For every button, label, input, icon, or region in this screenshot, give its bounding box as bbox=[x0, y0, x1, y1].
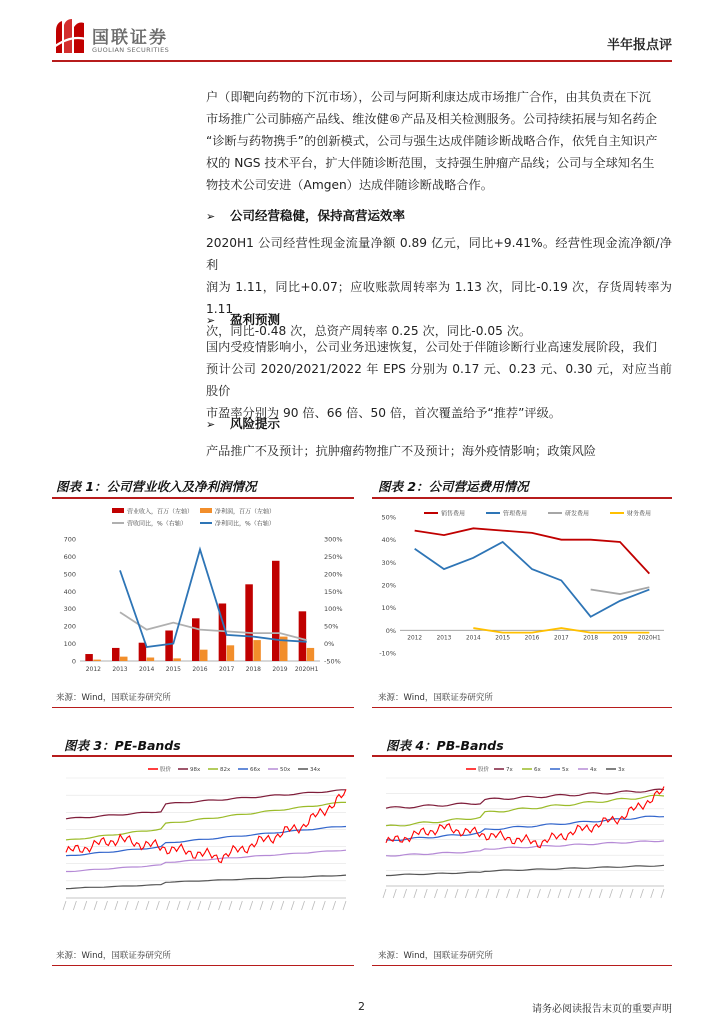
x-tick-label: 2016 bbox=[192, 666, 208, 673]
x-tick-label: 2018 bbox=[583, 635, 599, 642]
bar bbox=[253, 640, 260, 661]
legend-label: 股价 bbox=[160, 767, 172, 774]
x-tick-mark bbox=[527, 889, 530, 898]
page-number: 2 bbox=[358, 1000, 365, 1013]
legend-label: 营业收入，百万（左轴） bbox=[127, 508, 194, 516]
bar bbox=[173, 658, 181, 661]
legend-label: 66x bbox=[250, 767, 261, 774]
x-tick-mark bbox=[208, 901, 211, 910]
x-tick-mark bbox=[424, 889, 427, 898]
y-right-tick-label: 150% bbox=[324, 587, 343, 596]
x-tick-mark bbox=[404, 889, 407, 898]
text-line: 润为 1.11，同比+0.07；应收账款周转率为 1.13 次，同比-0.19 次，存货周转率为 1.11 bbox=[206, 280, 672, 316]
x-tick-mark bbox=[589, 889, 592, 898]
x-tick-mark bbox=[84, 901, 87, 910]
x-tick-mark bbox=[610, 889, 613, 898]
figure-4-source: 来源：Wind，国联证券研究所 bbox=[378, 951, 493, 961]
x-tick-mark bbox=[465, 889, 468, 898]
paragraph-forecast bbox=[206, 336, 672, 424]
x-tick-mark bbox=[548, 889, 551, 898]
legend-label: 净利润，百万（左轴） bbox=[215, 508, 276, 516]
x-tick-mark bbox=[455, 889, 458, 898]
x-tick-mark bbox=[177, 901, 180, 910]
y-left-tick-label: 100 bbox=[63, 640, 76, 649]
figure-1-bottom-rule bbox=[52, 707, 354, 708]
legend-label: 3x bbox=[618, 767, 625, 774]
x-tick-mark bbox=[146, 901, 149, 910]
x-tick-mark bbox=[229, 901, 232, 910]
bar bbox=[165, 631, 173, 662]
x-tick-mark bbox=[187, 901, 190, 910]
x-tick-mark bbox=[94, 901, 97, 910]
x-tick-mark bbox=[156, 901, 159, 910]
x-tick-label: 2017 bbox=[553, 635, 569, 642]
figure-3-bottom-rule bbox=[52, 965, 354, 966]
x-tick-label: 2018 bbox=[245, 666, 261, 673]
section-heading-operations bbox=[206, 206, 405, 224]
band-line bbox=[66, 850, 346, 871]
x-tick-label: 2013 bbox=[436, 635, 452, 642]
section-title: 盈利预测 bbox=[230, 312, 281, 327]
x-tick-mark bbox=[579, 889, 582, 898]
header-divider bbox=[52, 60, 672, 62]
x-tick-label: 2017 bbox=[219, 666, 235, 673]
y-right-tick-label: 250% bbox=[324, 552, 343, 561]
y-left-tick-label: 0 bbox=[71, 657, 76, 666]
band-line bbox=[386, 841, 664, 856]
x-tick-mark bbox=[73, 901, 76, 910]
pb-bands-chart bbox=[372, 760, 672, 938]
x-tick-mark bbox=[291, 901, 294, 910]
series-line bbox=[415, 542, 650, 617]
paragraph-risks bbox=[206, 440, 672, 462]
bar bbox=[85, 654, 93, 661]
x-tick-mark bbox=[322, 901, 325, 910]
band-line bbox=[66, 790, 346, 819]
legend-label: 股价 bbox=[478, 767, 490, 774]
section-heading-forecast bbox=[206, 310, 280, 328]
report-type: 半年报点评 bbox=[606, 38, 672, 53]
y-left-tick-label: 300 bbox=[63, 605, 76, 614]
y-right-tick-label: -50% bbox=[324, 657, 341, 666]
x-tick-mark bbox=[445, 889, 448, 898]
y-right-tick-label: 0% bbox=[324, 640, 335, 649]
x-tick-mark bbox=[312, 901, 315, 910]
x-tick-mark bbox=[333, 901, 336, 910]
x-tick-label: 2014 bbox=[465, 635, 481, 642]
x-tick-mark bbox=[219, 901, 222, 910]
y-tick-label: 20% bbox=[381, 581, 396, 590]
figure-2-title: 图表 2：公司营运费用情况 bbox=[378, 479, 529, 494]
y-tick-label: 0% bbox=[385, 626, 396, 635]
legend-label: 研发费用 bbox=[565, 510, 590, 518]
bullet-arrow-icon: ➢ bbox=[206, 210, 216, 223]
y-tick-label: 40% bbox=[381, 536, 396, 545]
x-tick-mark bbox=[343, 901, 346, 910]
figure-2-bottom-rule bbox=[372, 707, 672, 708]
figure-4-bottom-rule bbox=[372, 965, 672, 966]
section-title: 风险提示 bbox=[230, 416, 281, 431]
x-tick-label: 2019 bbox=[272, 666, 288, 673]
y-tick-label: 50% bbox=[381, 513, 396, 522]
x-tick-mark bbox=[239, 901, 242, 910]
figure-4-title: 图表 4：PB-Bands bbox=[386, 738, 504, 753]
pe-bands-chart bbox=[52, 760, 354, 930]
legend-label: 4x bbox=[590, 767, 597, 774]
bar bbox=[272, 561, 280, 661]
figure-3-rule bbox=[52, 755, 354, 757]
bar bbox=[112, 648, 120, 661]
legend-label: 营收同比，%（右轴） bbox=[127, 520, 187, 528]
y-tick-label: 30% bbox=[381, 558, 396, 567]
x-tick-mark bbox=[476, 889, 479, 898]
bar bbox=[227, 645, 235, 661]
x-tick-mark bbox=[517, 889, 520, 898]
y-tick-label: 10% bbox=[381, 604, 396, 613]
x-tick-mark bbox=[104, 901, 107, 910]
y-right-tick-label: 300% bbox=[324, 535, 343, 544]
figure-4-rule bbox=[372, 755, 672, 757]
text-line: 权的 NGS 技术平台，扩大伴随诊断范围，支持强生肿瘤产品线；公司与全球知名生 bbox=[206, 156, 655, 170]
text-line: 物技术公司安进（Amgen）达成伴随诊断战略合作。 bbox=[206, 178, 493, 192]
legend-swatch bbox=[200, 508, 212, 513]
opex-ratio-chart bbox=[372, 503, 672, 675]
bar bbox=[120, 657, 128, 661]
legend-label: 5x bbox=[562, 767, 569, 774]
bar bbox=[307, 648, 315, 661]
legend-label: 财务费用 bbox=[627, 510, 652, 518]
figure-3-source: 来源：Wind，国联证券研究所 bbox=[56, 951, 171, 961]
band-line bbox=[66, 802, 346, 840]
company-logo bbox=[52, 17, 192, 57]
legend-label: 82x bbox=[220, 767, 231, 774]
bullet-arrow-icon: ➢ bbox=[206, 418, 216, 431]
figure-1-source: 来源：Wind，国联证券研究所 bbox=[56, 693, 171, 703]
legend-label: 6x bbox=[534, 767, 541, 774]
x-tick-mark bbox=[115, 901, 118, 910]
x-tick-mark bbox=[434, 889, 437, 898]
x-tick-mark bbox=[63, 901, 66, 910]
y-right-tick-label: 100% bbox=[324, 605, 343, 614]
x-tick-label: 2014 bbox=[139, 666, 155, 673]
text-line: 户（即靶向药物的下沉市场），公司与阿斯利康达成市场推广合作，由其负责在下沉 bbox=[206, 90, 651, 104]
x-tick-mark bbox=[250, 901, 253, 910]
text-line: 2020H1 公司经营性现金流量净额 0.89 亿元，同比+9.41%。经营性现金流净额/净利 bbox=[206, 236, 672, 272]
x-tick-mark bbox=[496, 889, 499, 898]
x-tick-label: 2013 bbox=[112, 666, 128, 673]
legend-label: 管理费用 bbox=[503, 510, 528, 518]
bar bbox=[93, 660, 101, 661]
figure-3-title: 图表 3：PE-Bands bbox=[64, 738, 181, 753]
x-tick-label: 2020H1 bbox=[637, 635, 661, 642]
y-left-tick-label: 400 bbox=[63, 587, 76, 596]
x-tick-label: 2016 bbox=[524, 635, 540, 642]
x-tick-mark bbox=[640, 889, 643, 898]
section-heading-risks bbox=[206, 414, 280, 432]
legend-label: 净利同比，%（右轴） bbox=[215, 520, 275, 528]
x-tick-mark bbox=[167, 901, 170, 910]
bar bbox=[192, 618, 200, 661]
x-tick-label: 2019 bbox=[612, 635, 628, 642]
legend-label: 50x bbox=[280, 767, 291, 774]
x-tick-mark bbox=[651, 889, 654, 898]
section-title: 公司经营稳健，保持高营运效率 bbox=[230, 208, 406, 223]
figure-1-rule bbox=[52, 497, 354, 499]
x-tick-mark bbox=[281, 901, 284, 910]
x-tick-label: 2012 bbox=[85, 666, 101, 673]
x-tick-mark bbox=[125, 901, 128, 910]
x-tick-label: 2020H1 bbox=[294, 666, 319, 673]
bar bbox=[147, 658, 155, 661]
bar bbox=[200, 650, 208, 661]
x-tick-mark bbox=[661, 889, 664, 898]
x-tick-mark bbox=[198, 901, 201, 910]
text-line: 市场推广公司肺癌产品线、维汝健®产品及相关检测服务。公司持续拓展与知名药企 bbox=[206, 112, 657, 126]
y-tick-label: -10% bbox=[379, 649, 396, 658]
text-line: 国内受疫情影响小，公司业务迅速恢复，公司处于伴随诊断行业高速发展阶段，我们 bbox=[206, 340, 657, 354]
y-left-tick-label: 600 bbox=[63, 552, 76, 561]
bullet-arrow-icon: ➢ bbox=[206, 314, 216, 327]
y-left-tick-label: 500 bbox=[63, 570, 76, 579]
x-tick-mark bbox=[486, 889, 489, 898]
x-tick-mark bbox=[302, 901, 305, 910]
legend-label: 98x bbox=[190, 767, 201, 774]
x-tick-mark bbox=[630, 889, 633, 898]
figure-2-source: 来源：Wind，国联证券研究所 bbox=[378, 693, 493, 703]
figure-1-title: 图表 1：公司营业收入及净利润情况 bbox=[56, 479, 257, 494]
legend-label: 销售费用 bbox=[441, 510, 466, 518]
revenue-profit-chart bbox=[52, 503, 354, 675]
text-line: 预计公司 2020/2021/2022 年 EPS 分别为 0.17 元、0.23 元、0.30 元，对应当前股价 bbox=[206, 362, 672, 398]
y-right-tick-label: 200% bbox=[324, 570, 343, 579]
figure-2-rule bbox=[372, 497, 672, 499]
legend-label: 7x bbox=[506, 767, 513, 774]
paragraph-partnerships bbox=[206, 86, 672, 196]
x-tick-label: 2012 bbox=[407, 635, 423, 642]
band-line bbox=[386, 795, 664, 826]
disclaimer-note: 请务必阅读报告末页的重要声明 bbox=[532, 1004, 672, 1015]
logo-mark-icon bbox=[52, 17, 88, 55]
x-tick-label: 2015 bbox=[495, 635, 511, 642]
x-tick-mark bbox=[568, 889, 571, 898]
x-tick-mark bbox=[599, 889, 602, 898]
x-tick-mark bbox=[393, 889, 396, 898]
text-line: 市盈率分别为 90 倍、66 倍、50 倍，首次覆盖给予“推荐”评级。 bbox=[206, 406, 561, 420]
x-tick-mark bbox=[383, 889, 386, 898]
bar bbox=[245, 584, 253, 661]
x-tick-mark bbox=[260, 901, 263, 910]
x-tick-mark bbox=[620, 889, 623, 898]
y-right-tick-label: 50% bbox=[324, 622, 339, 631]
logo-subtext: GUOLIAN SECURITIES bbox=[92, 46, 170, 54]
legend-swatch bbox=[112, 508, 124, 513]
x-tick-mark bbox=[507, 889, 510, 898]
x-tick-mark bbox=[537, 889, 540, 898]
text-line: “诊断与药物携手”的创新模式，公司与强生达成伴随诊断战略合作，依凭自主知识产 bbox=[206, 134, 658, 148]
y-left-tick-label: 700 bbox=[63, 535, 76, 544]
text-line: 产品推广不及预计；抗肿瘤药物推广不及预计；海外疫情影响；政策风险 bbox=[206, 444, 596, 458]
band-line bbox=[66, 875, 346, 889]
x-tick-mark bbox=[136, 901, 139, 910]
y-left-tick-label: 200 bbox=[63, 622, 76, 631]
x-tick-label: 2015 bbox=[165, 666, 181, 673]
text-line: 次，同比-0.48 次，总资产周转率 0.25 次，同比-0.05 次。 bbox=[206, 324, 532, 338]
bar bbox=[139, 643, 147, 661]
x-tick-mark bbox=[270, 901, 273, 910]
x-tick-mark bbox=[558, 889, 561, 898]
x-tick-mark bbox=[414, 889, 417, 898]
legend-label: 34x bbox=[310, 767, 321, 774]
bar bbox=[299, 611, 307, 661]
logo-text: 国联证券 bbox=[92, 28, 168, 48]
